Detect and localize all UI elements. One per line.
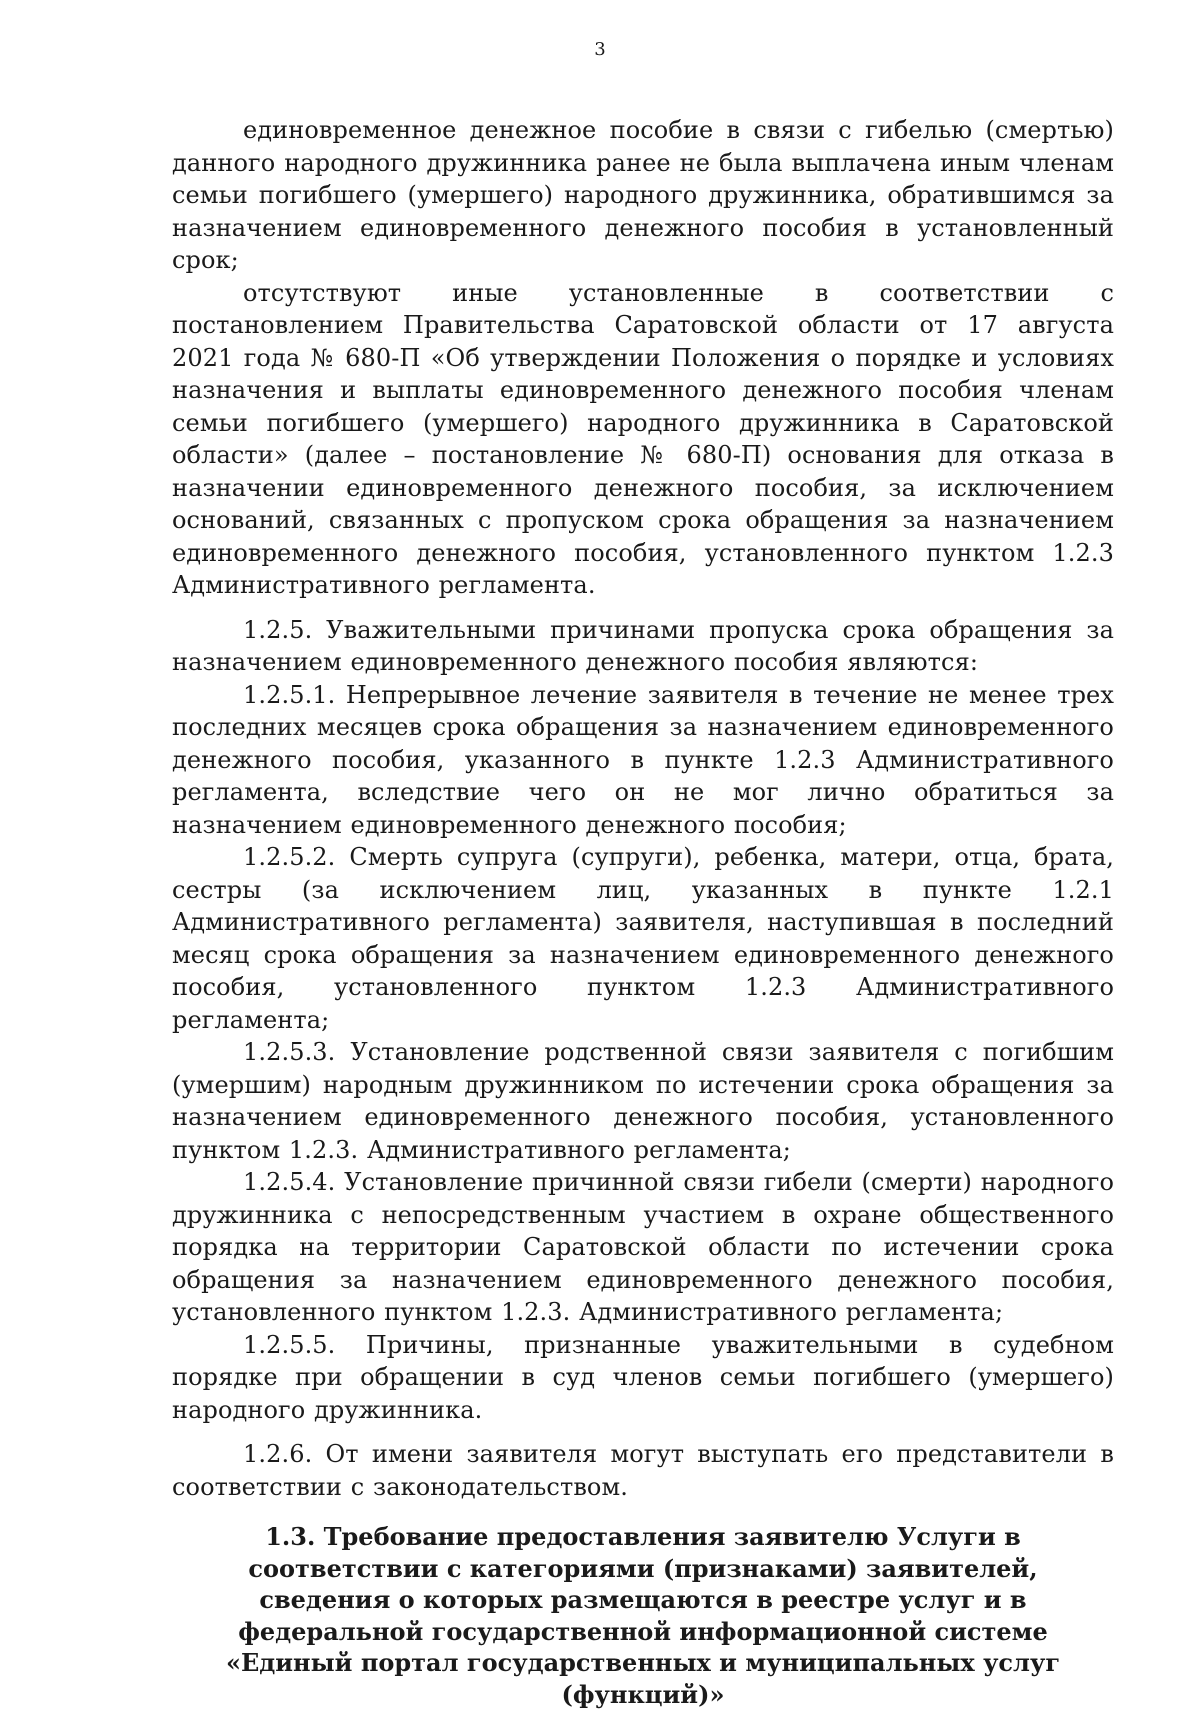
paragraph-1-2-5-3: 1.2.5.3. Установление родственной связи заявителя с погибшим (умершим) народным дружинником по истечении срока обращения за назначением единовременного денежного пособия, установленного пунктом 1.2.3. Административного регламента; [172,1038,1114,1164]
paragraph-1-2-5-2: 1.2.5.2. Смерть супруга (супруги), ребенка, матери, отца, брата, сестры (за исключением лиц, указанных в пункте 1.2.1 Административного регламента) заявителя, наступившая в последний месяц срока обращения за назначением единовременного денежного пособия, установленного пунктом 1.2.3 Административного регламента; [172,843,1114,1034]
paragraph-no-other-grounds: отсутствуют иные установленные в соответствии с постановлением Правительства Саратовской области от 17 августа 2021 года № 680-П «Об утверждении Положения о порядке и условиях назначения и выплаты единовременного денежного пособия членам семьи погибшего (умершего) народного дружинника в Саратовской области» (далее – постановление № 680-П) основания для отказа в назначении единовременного денежного пособия, за исключением оснований, связанных с пропуском срока обращения за назначением единовременного денежного пособия, установленного пунктом 1.2.3 Административного регламента. [172,278,1114,599]
paragraph-1-2-5: 1.2.5. Уважительными причинами пропуска срока обращения за назначением единовременного денежного пособия являются: [172,615,1114,676]
paragraph-1-2-5-1: 1.2.5.1. Непрерывное лечение заявителя в течение не менее трех последних месяцев срока обращения за назначением единовременного денежного пособия, указанного в пункте 1.2.3 Административного регламента, вследствие чего он не мог лично обратиться за назначением единовременного денежного пособия; [172,680,1114,839]
paragraph-1-2-6: 1.2.6. От имени заявителя могут выступать его представители в соответствии с законодательством. [172,1440,1114,1501]
paragraph-benefit-not-paid: единовременное денежное пособие в связи с гибелью (смертью) данного народного дружинника ранее не была выплачена иным членам семьи погибшего (умершего) народного дружинника, обратившимся за назначением единовременного денежного пособия в установленный срок; [172,116,1114,274]
page-number: 3 [594,39,606,60]
section-heading-1-3: 1.3. Требование предоставления заявителю Услуги в соответствии с категориями (признаками) заявителей, сведения о которых размещаются в реестре услуг и в федеральной государственной информационной системе «Единый портал государственных и муниципальных услуг (функций)» [225,1522,1061,1709]
paragraph-1-2-5-5: 1.2.5.5. Причины, признанные уважительными в судебном порядке при обращении в суд членов семьи погибшего (умершего) народного дружинника. [172,1330,1114,1424]
document-body [172,114,1114,1710]
paragraph-1-2-5-4: 1.2.5.4. Установление причинной связи гибели (смерти) народного дружинника с непосредственным участием в охране общественного порядка на территории Саратовской области по истечении срока обращения за назначением единовременного денежного пособия, установленного пунктом 1.2.3. Административного регламента; [172,1168,1114,1326]
